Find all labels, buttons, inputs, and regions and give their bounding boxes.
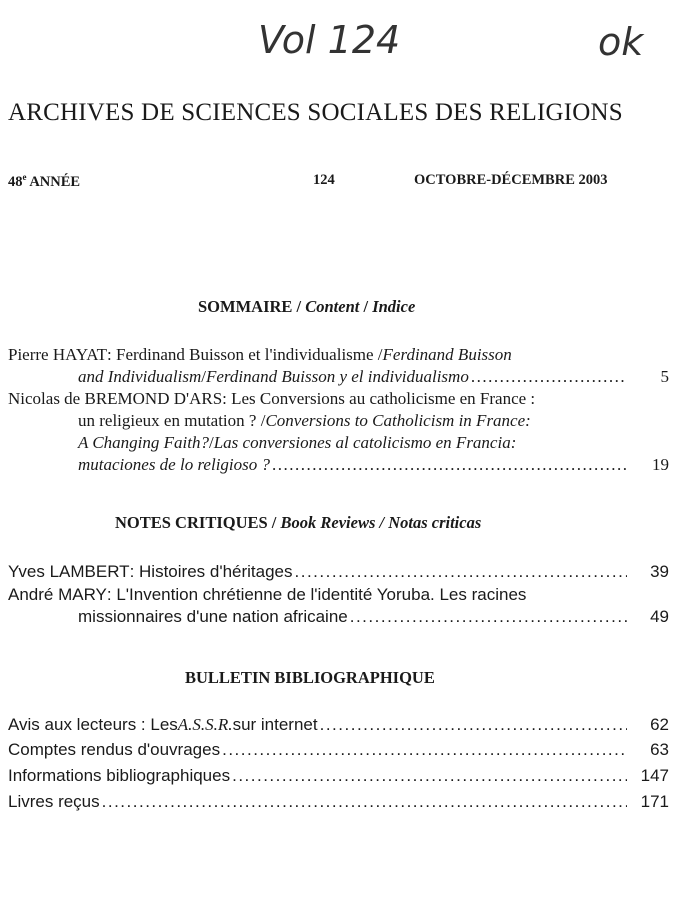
sommaire-heading: SOMMAIRE / Content / Indice <box>198 297 416 316</box>
journal-title: ARCHIVES DE SCIENCES SOCIALES DES RELIGIONS <box>8 99 623 126</box>
toc-entry-bremond: Nicolas de BREMOND D'ARS : Les Conversions au catholicisme en France : un religieux en mutation ? / Conversions to Catholicism in France: A Changing Faith? / Las conversiones al catolicismo en Francia: mutaciones de lo religioso ? ..... 19 <box>8 388 629 476</box>
toc-entry-lambert: Yves LAMBERT : Histoires d'héritages ..... 39 <box>8 561 629 583</box>
page-number: 171 <box>640 792 669 811</box>
entry-author: Pierre HAYAT <box>8 345 108 364</box>
issue-period: OCTOBRE-DÉCEMBRE 2003 <box>414 172 608 188</box>
page-number: 19 <box>652 455 669 474</box>
year-label: 48e ANNÉE <box>8 172 81 190</box>
page-number: 63 <box>650 740 669 759</box>
issue-number: 124 <box>313 172 335 188</box>
toc-entry-hayat: Pierre HAYAT : Ferdinand Buisson et l'individualisme / Ferdinand Buisson and Individualism / Ferdinand Buisson y el individualismo ..... 5 <box>8 344 629 388</box>
handwritten-volume-note: Vol 124 <box>258 18 401 62</box>
toc-entry-mary: André MARY : L'Invention chrétienne de l'identité Yoruba. Les racines missionnaires d'une nation africaine ..... 49 <box>8 584 629 628</box>
toc-entry-avis: Avis aux lecteurs : Les A.S.S.R. sur internet ..... 62 <box>8 714 629 736</box>
page-number: 5 <box>660 367 669 386</box>
page-number: 39 <box>650 562 669 581</box>
page-number: 49 <box>650 607 669 626</box>
toc-entry-informations: Informations bibliographiques ..... 147 <box>8 765 629 787</box>
bulletin-heading: BULLETIN BIBLIOGRAPHIQUE <box>185 668 435 687</box>
entry-author: Nicolas de BREMOND D'ARS <box>8 389 223 408</box>
toc-entry-livres-recus: Livres reçus ..... 171 <box>8 791 629 813</box>
page-number: 147 <box>640 766 669 785</box>
page-number: 62 <box>650 715 669 734</box>
toc-entry-comptes-rendus: Comptes rendus d'ouvrages ..... 63 <box>8 739 629 761</box>
notes-critiques-heading: NOTES CRITIQUES / Book Reviews / Notas criticas <box>115 513 482 532</box>
handwritten-ok-mark: ok <box>598 20 644 64</box>
